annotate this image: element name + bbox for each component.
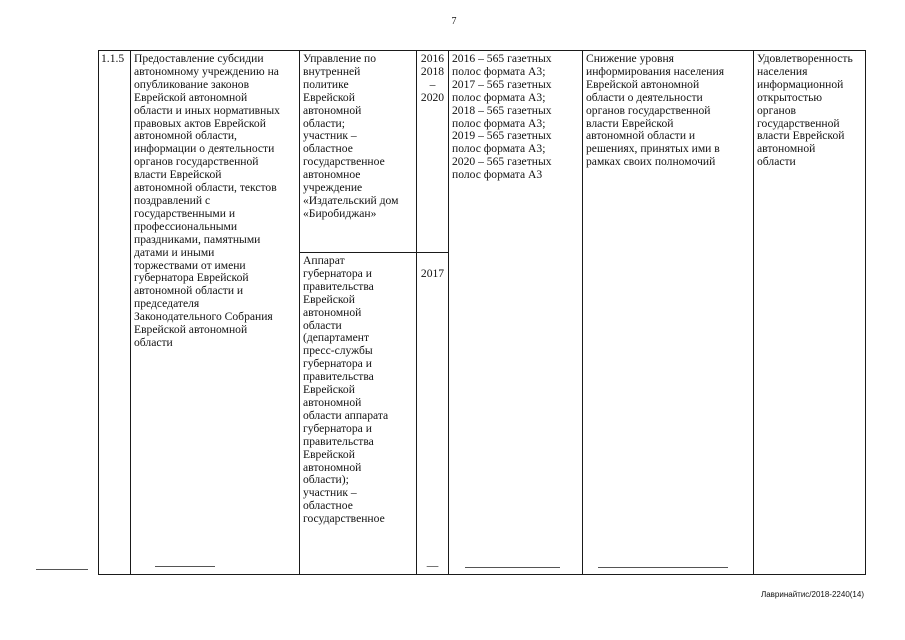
- event-description: Предоставление субсидии автономному учреждению на опубликование законов Еврейской автономной области и иных нормативных правовых актов Еврейской автономной области, информации о деятельности органов государственной власти Еврейской автономной области, текстов поздравлений с государственными и профессиональными праздниками, памятными датами и иными торжествами от имени губернатора Еврейской автономной области и председателя Законодательного Собрания Еврейской автономной области: [131, 51, 300, 575]
- scan-artifact-line: [598, 567, 728, 568]
- year-value: 2017: [420, 266, 445, 280]
- footer-code: Лавринайтис/2018-2240(14): [760, 590, 864, 599]
- page-number: 7: [451, 16, 457, 27]
- consequence-cell: Снижение уровня информирования населения Еврейской автономной области о деятельности органов государственной власти Еврейской автономной области и решениях, принятых ими в рамках своих полномочий: [583, 51, 754, 575]
- continuation-dash: —: [426, 559, 439, 573]
- scan-artifact-line: [155, 566, 215, 567]
- years-cell: [417, 253, 449, 575]
- indicators-cell: 2016 – 565 газетных полос формата А3; 2017 – 565 газетных полос формата А3; 2018 – 565 газетных полос формата А3; 2019 – 565 газетных полос формата А3; 2020 – 565 газетных полос формата А3: [449, 51, 583, 575]
- program-table: [98, 50, 866, 575]
- years-cell: 2016 2018 – 2020: [417, 51, 449, 253]
- scan-artifact-line: [465, 567, 560, 568]
- row-number: 1.1.5: [99, 51, 131, 575]
- table-row: [99, 51, 866, 253]
- executor-cell: Аппарат губернатора и правительства Еврейской автономной области (департамент пресс-службы губернатора и правительства Еврейской автономной области аппарата губернатора и правительства Еврейской автономной области); участник – областное государственное: [300, 253, 417, 575]
- scan-artifact-line: [36, 569, 88, 570]
- executor-cell: Управление по внутренней политике Еврейской автономной области; участник – областное государственное автономное учреждение «Издательский дом «Биробиджан»: [300, 51, 417, 253]
- result-cell: Удовлетворенность населения информационной открытостью органов государственной власти Еврейской автономной области: [754, 51, 866, 575]
